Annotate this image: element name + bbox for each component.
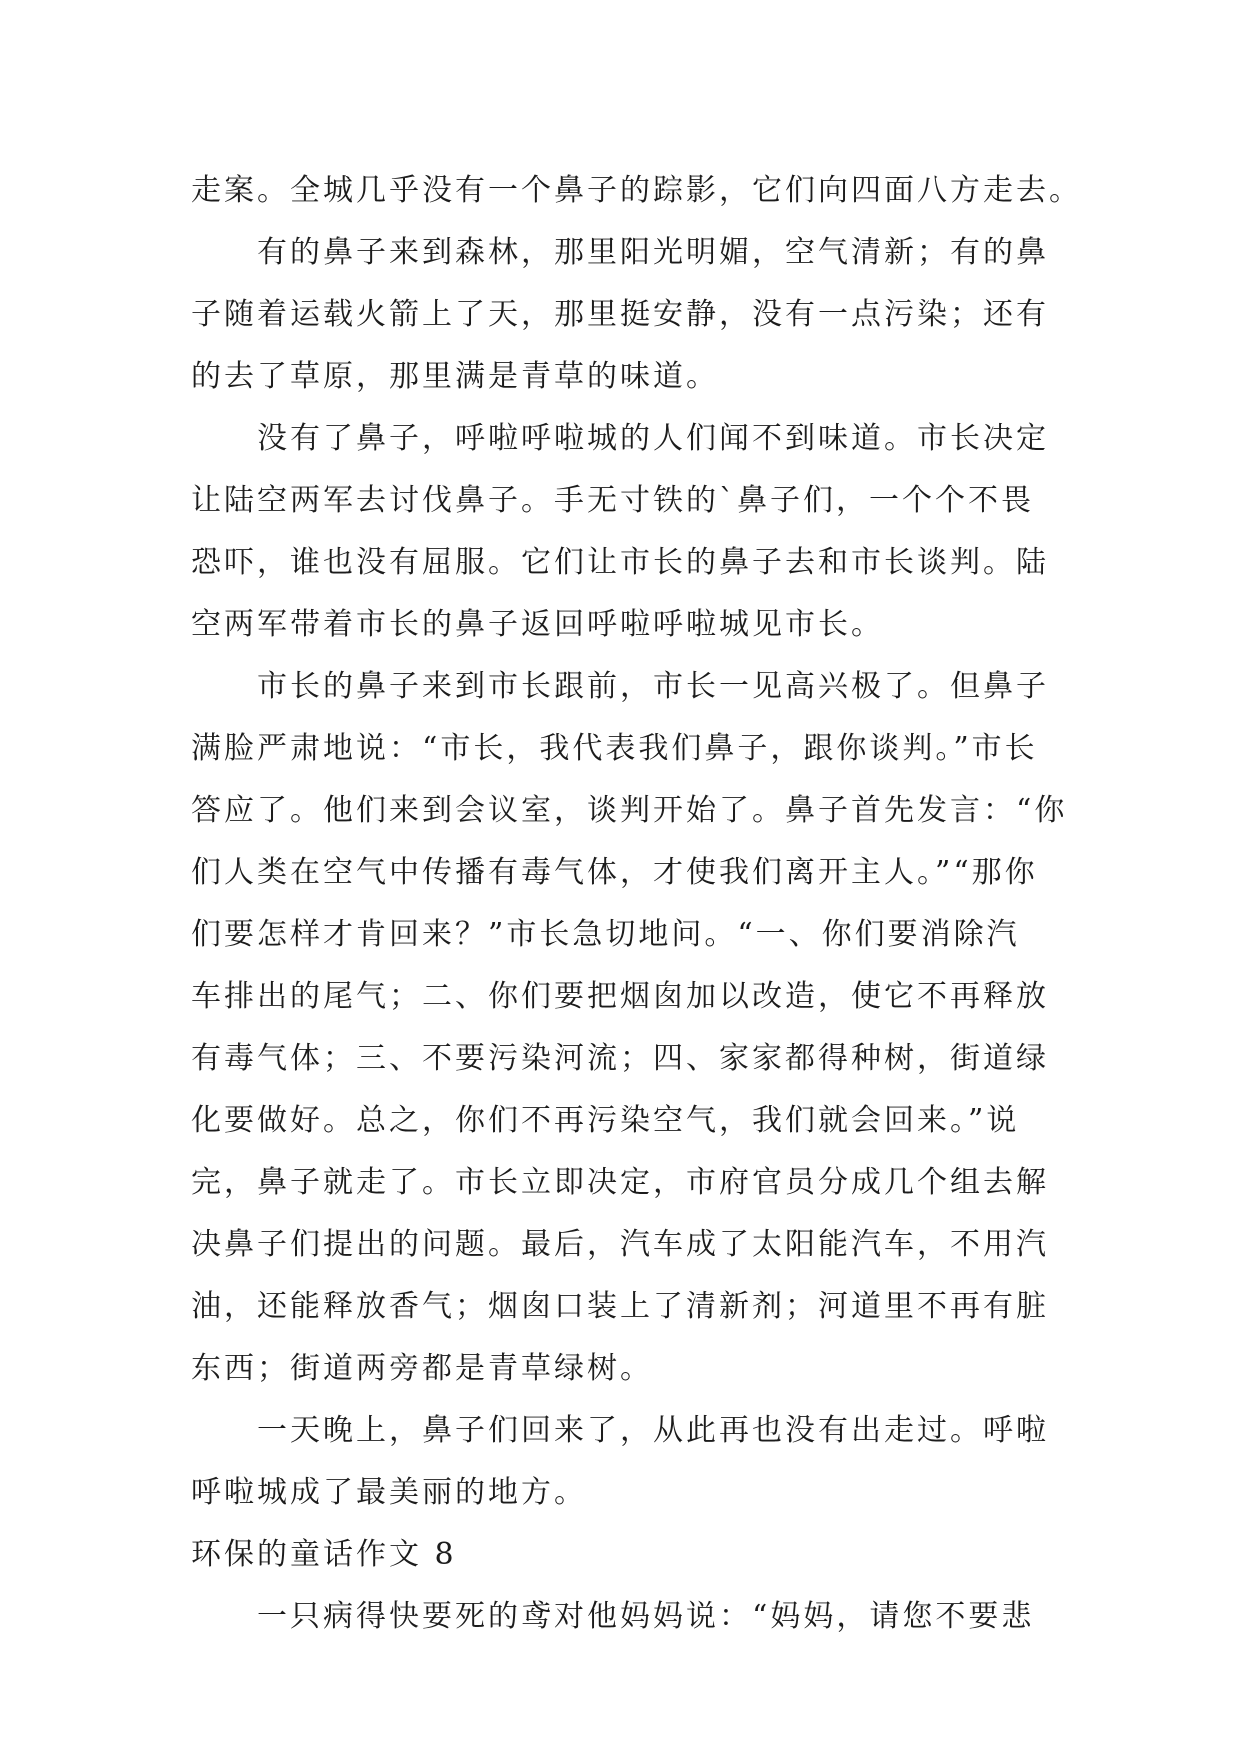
document-body — [191, 160, 1082, 1648]
text-line: 市长的鼻子来到市长跟前，市长一见高兴极了。但鼻子 — [257, 669, 1049, 704]
text-line: 一只病得快要死的鸢对他妈妈说：“妈妈，请您不要悲 — [257, 1599, 1035, 1634]
text-line: 东西；街道两旁都是青草绿树。 — [191, 1351, 653, 1386]
text-line: 有的鼻子来到森林，那里阳光明媚，空气清新；有的鼻 — [257, 235, 1049, 270]
text-line: 呼啦城成了最美丽的地方。 — [191, 1475, 587, 1510]
text-line: 恐吓，谁也没有屈服。它们让市长的鼻子去和市长谈判。陆 — [191, 545, 1049, 580]
text-line: 走案。全城几乎没有一个鼻子的踪影，它们向四面八方走去。 — [191, 173, 1082, 208]
text-line: 没有了鼻子，呼啦呼啦城的人们闻不到味道。市长决定 — [257, 421, 1049, 456]
text-line: 的去了草原，那里满是青草的味道。 — [191, 359, 719, 394]
text-line: 油，还能释放香气；烟囱口装上了清新剂；河道里不再有脏 — [191, 1289, 1049, 1324]
text-line: 化要做好。总之，你们不再污染空气，我们就会回来。”说 — [191, 1103, 1020, 1138]
text-line: 有毒气体；三、不要污染河流；四、家家都得种树，街道绿 — [191, 1041, 1049, 1076]
text-line: 车排出的尾气；二、你们要把烟囱加以改造，使它不再释放 — [191, 979, 1049, 1014]
text-line: 们人类在空气中传播有毒气体，才使我们离开主人。”“那你 — [191, 855, 1038, 890]
text-line: 们要怎样才肯回来？”市长急切地问。“一、你们要消除汽 — [191, 917, 1020, 952]
text-line: 一天晚上，鼻子们回来了，从此再也没有出走过。呼啦 — [257, 1413, 1049, 1448]
text-line: 满脸严肃地说：“市长，我代表我们鼻子，跟你谈判。”市长 — [191, 731, 1038, 766]
text-line: 让陆空两军去讨伐鼻子。手无寸铁的`鼻子们，一个个不畏 — [191, 483, 1034, 518]
text-line: 子随着运载火箭上了天，那里挺安静，没有一点污染；还有 — [191, 297, 1049, 332]
text-line: 决鼻子们提出的问题。最后，汽车成了太阳能汽车，不用汽 — [191, 1227, 1049, 1262]
text-line: 答应了。他们来到会议室，谈判开始了。鼻子首先发言：“你 — [191, 793, 1068, 828]
section-heading: 环保的童话作文 8 — [191, 1537, 457, 1572]
text-line: 空两军带着市长的鼻子返回呼啦呼啦城见市长。 — [191, 607, 884, 642]
text-line: 完，鼻子就走了。市长立即决定，市府官员分成几个组去解 — [191, 1165, 1049, 1200]
